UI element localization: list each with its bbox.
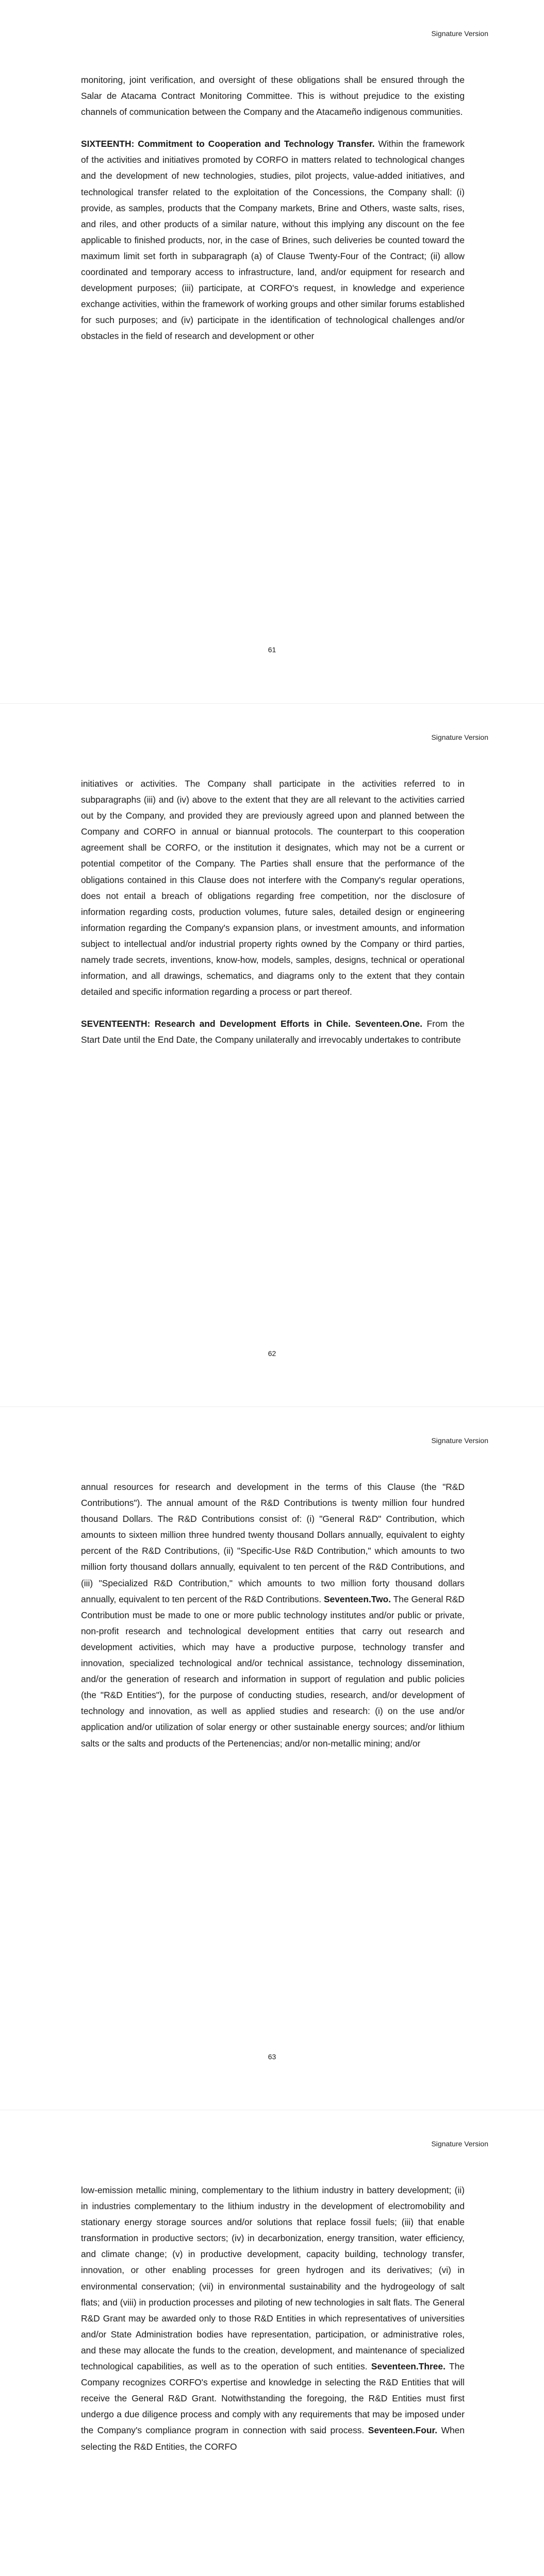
page-body — [81, 2182, 465, 2455]
paragraph-text: The Company recognizes CORFO's expertise and knowledge in selecting the R&D Entities that will receive the General R&D Grant. Notwithstanding the foregoing, the R&D Entities must first undergo a due diligence process and comply with any requirements that may be imposed under the Company's compliance program in connection with said process. — [81, 2361, 465, 2436]
paragraph — [81, 72, 465, 120]
clause-heading: SIXTEENTH: Commitment to Cooperation and Technology Transfer. — [81, 139, 375, 149]
subclause-label: Seventeen.Two. — [323, 1594, 391, 1604]
paragraph — [81, 776, 465, 1000]
document-page — [0, 703, 544, 1406]
clause-heading: SEVENTEENTH: Research and Development Efforts in Chile. — [81, 1019, 351, 1029]
paragraph-text: Within the framework of the activities and initiatives promoted by CORFO in matters related to technological changes and the development of new technologies, studies, pilot projects, value-added initiatives, and technological transfer related to the exploitation of the Concessions, the Company shall: (i) provide, as samples, products that the Company markets, Brine and Others, waste salts, rises, and riles, and other products of a similar nature, without this implying any discount on the fee applicable to finished products, nor, in the case of Brines, such deliveries be counted toward the maximum limit set forth in subparagraph (a) of Clause Twenty-Four of the Contract; (ii) allow coordinated and temporary access to infrastructure, land, and/or equipment for research and development purposes; (iii) participate, at CORFO's request, in knowledge and experience exchange activities, within the framework of working groups and other similar forums established for such purposes; and (iv) participate in the identification of technological challenges and/or obstacles in the field of research and development or other — [81, 139, 465, 342]
page-body — [81, 72, 465, 345]
paragraph-text: low-emission metallic mining, complementary to the lithium industry in battery development; (ii) in industries complementary to the lithium industry in the development of electromobility and stationary energy storage sources and/or solutions that replace fossil fuels; (iii) that enable transformation in productive sectors; (iv) in decarbonization, energy transition, water efficiency, and climate change; (v) in productive development, capacity building, technology transfer, innovation, or other enabling processes for green hydrogen and its derivatives; (vi) in environmental conservation; (vii) in environmental sustainability and the hydrogeology of salt flats; and (viii) in production processes and piloting of new technologies in salt flats. The General R&D Grant may be awarded only to those R&D Entities in which representatives of universities and/or State Administration bodies have representation, participation, or administrative roles, and these may allocate the funds to the creation, development, and maintenance of specialized technological capabilities, as well as to the operation of such entities. — [81, 2185, 465, 2372]
page-body — [81, 776, 465, 1048]
page-number: 62 — [268, 1349, 276, 1358]
paragraph — [81, 2182, 465, 2455]
signature-version-header: Signature Version — [431, 1436, 488, 1445]
document-page — [0, 1406, 544, 2110]
subclause-label: Seventeen.Four. — [368, 2425, 438, 2436]
page-number: 61 — [268, 646, 276, 654]
paragraph-text: From the Start Date until the End Date, the Company unilaterally and irrevocably undertakes to contribute — [81, 1019, 465, 1045]
subclause-label: Seventeen.One. — [355, 1019, 423, 1029]
page-body — [81, 1479, 465, 1752]
signature-version-header: Signature Version — [431, 733, 488, 741]
paragraph — [81, 1016, 465, 1048]
paragraph-text: monitoring, joint verification, and oversight of these obligations shall be ensured through the Salar de Atacama Contract Monitoring Committee. This is without prejudice to the existing channels of communication between the Company and the Atacameño indigenous communities. — [81, 75, 465, 117]
subclause-label: Seventeen.Three. — [371, 2361, 446, 2372]
paragraph-text: The General R&D Contribution must be made to one or more public technology institutes and/or public or private, non-profit research and technological development entities that carry out research and development activities, which may have a productive purpose, technology transfer and innovation, specialized technological and/or technical assistance, technology dissemination, and/or the generation of research and information in support of regulation and public policies (the "R&D Entities"), for the purpose of conducting studies, research, and/or development of technology and innovation, as well as applied studies and research: (i) on the use and/or application and/or utilization of solar energy or other sustainable energy sources; and/or lithium salts or the salts and products of the Pertenencias; and/or non-metallic mining; and/or — [81, 1594, 465, 1749]
signature-version-header: Signature Version — [431, 29, 488, 38]
document-page — [0, 0, 544, 703]
paragraph-text: initiatives or activities. The Company shall participate in the activities referred to in subparagraphs (iii) and (iv) above to the extent that they are all relevant to the activities carried out by the Company, and provided they are previously agreed upon and planned between the Company and CORFO in annual or biannual protocols. The counterpart to this cooperation agreement shall be CORFO, or the institution it designates, which may not be a current or potential competitor of the Company. The Parties shall ensure that the performance of the obligations contained in this Clause does not interfere with the Company's regular operations, does not entail a breach of obligations regarding free competition, nor the disclosure of information regarding costs, production volumes, future sales, detailed design or engineering information regarding the Company's expansion plans, or investment amounts, and information subject to intellectual and/or industrial property rights owned by the Company or third parties, namely trade secrets, inventions, know-how, models, samples, designs, technical or operational information, and all drawings, schematics, and diagrams only to the extent that they contain detailed and specific information regarding a process or part thereof. — [81, 778, 465, 997]
signature-version-header: Signature Version — [431, 2140, 488, 2148]
document-page — [0, 2110, 544, 2576]
paragraph — [81, 136, 465, 344]
page-number: 63 — [268, 2053, 276, 2061]
paragraph-text: When selecting the R&D Entities, the CORFO — [81, 2425, 465, 2452]
paragraph-text: annual resources for research and development in the terms of this Clause (the "R&D Contributions"). The annual amount of the R&D Contributions is twenty million four hundred thousand Dollars. The R&D Contributions consist of: (i) "General R&D" Contribution, which amounts to sixteen million three hundred twenty thousand Dollars annually, equivalent to eighty percent of the R&D Contributions, (ii) "Specific-Use R&D Contribution," which amounts to two million forty thousand dollars annually, equivalent to ten percent of the R&D Contributions, and (iii) "Specialized R&D Contribution," which amounts to two million forty thousand dollars annually, equivalent to ten percent of the R&D Contributions. — [81, 1482, 465, 1604]
paragraph — [81, 1479, 465, 1752]
